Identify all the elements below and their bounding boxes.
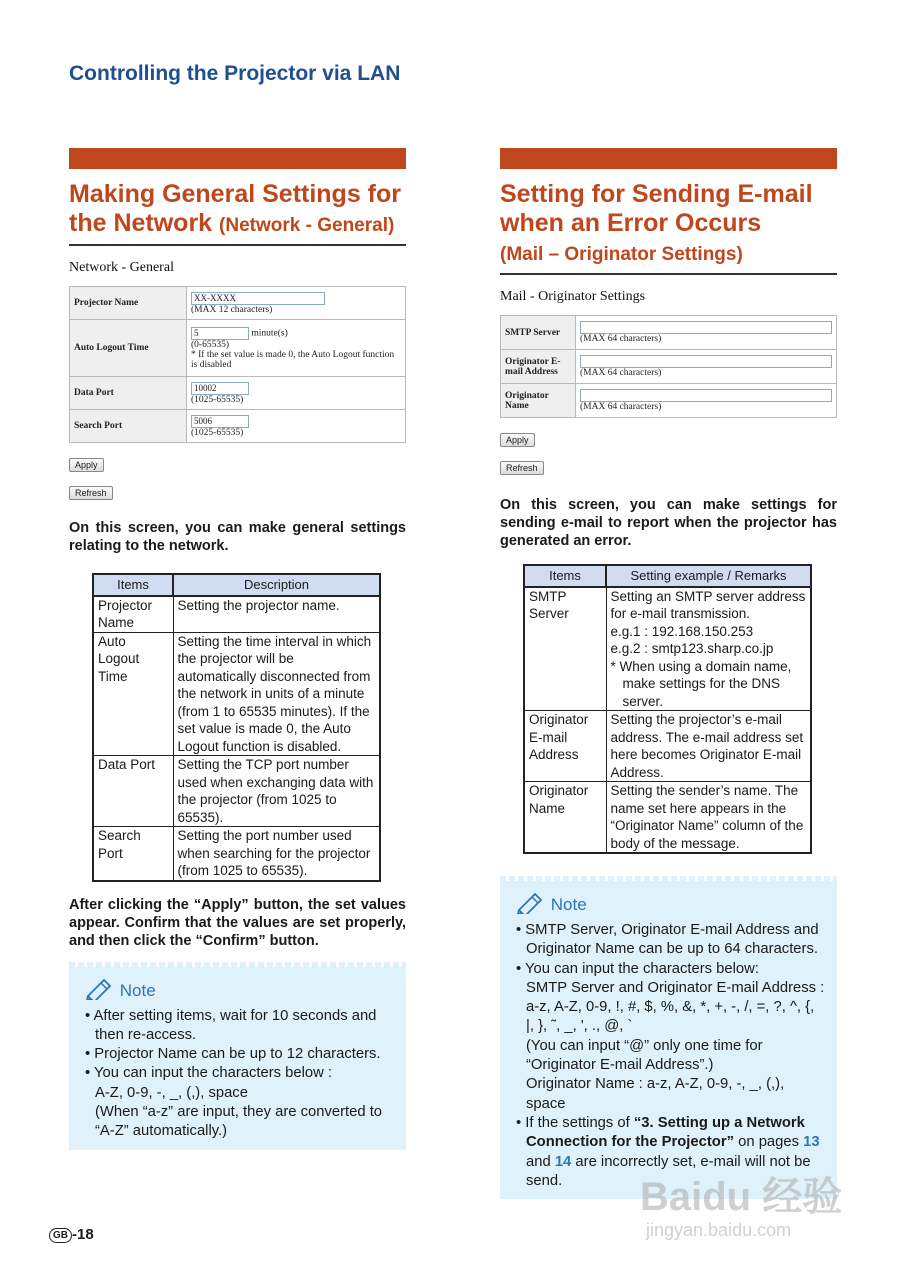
- desc-cell: Setting the time interval in which the projector will be automatically disconnected from the network in units of a minute (from 1 to 65535 minutes). If the set value is made 0, the Auto Logout function is disabled.: [173, 632, 380, 756]
- desc-cell: Setting the sender’s name. The name set here appears in the “Originator Name” column of the body of the message.: [606, 782, 811, 854]
- note-heading: [85, 978, 394, 1001]
- page-link[interactable]: 14: [554, 1153, 572, 1170]
- after-apply-text: After clicking the “Apply” button, the set values appear. Confirm that the values are set properly, and then click the “Confirm” button.: [69, 896, 406, 949]
- mail-originator-form: [500, 315, 837, 418]
- list-item: • If the settings of “3. Setting up a Network Connection for the Projector” on pages 13 and 14 are incorrectly set, e-mail will not be send.: [516, 1114, 820, 1189]
- list-item: • You can input the characters below : A-Z, 0-9, -, _, (,), space (When “a-z” are input, they are converted to “A-Z” automatically.): [85, 1064, 394, 1141]
- form-label: SMTP Server: [501, 316, 576, 350]
- search-port-input[interactable]: 5006: [191, 415, 249, 428]
- at-sign-note: (You can input “@” only one time for “Originator E-mail Address”.): [526, 1037, 763, 1074]
- refresh-button[interactable]: Refresh: [69, 486, 113, 500]
- originator-name-input[interactable]: [580, 389, 832, 402]
- network-general-form: [69, 286, 406, 443]
- form-hint: (MAX 12 characters): [191, 304, 273, 315]
- page-link[interactable]: 13: [803, 1134, 820, 1151]
- section-title-sub: (Network - General): [219, 215, 395, 236]
- item-cell: Originator E-mail Address: [524, 711, 606, 782]
- allowed-chars: A-Z, 0-9, -, _, (,), space: [95, 1084, 248, 1101]
- item-cell: Originator Name: [524, 782, 606, 854]
- form-hint: * If the set value is made 0, the Auto Logout function is disabled: [191, 349, 395, 370]
- desc-cell: Setting the projector name.: [173, 596, 380, 633]
- refresh-button[interactable]: Refresh: [500, 461, 544, 475]
- apply-button[interactable]: Apply: [500, 433, 535, 447]
- region-badge: GB: [49, 1228, 72, 1243]
- section-title-main: Setting for Sending E-mail when an Error Occurs: [500, 180, 813, 237]
- table-row: [93, 756, 380, 827]
- section-bar: [69, 148, 406, 169]
- note-box: [69, 962, 406, 1150]
- ui-screen-title: Network - General: [69, 260, 174, 275]
- pencil-icon: [85, 978, 115, 1000]
- item-cell: Projector Name: [93, 596, 173, 633]
- table-row: [93, 632, 380, 756]
- form-hint: (1025-65535): [191, 427, 244, 438]
- form-hint: (MAX 64 characters): [580, 334, 662, 344]
- originator-email-input[interactable]: [580, 355, 832, 368]
- apply-button[interactable]: Apply: [69, 458, 104, 472]
- table-row: [524, 782, 811, 854]
- form-hint: (0-65535): [191, 339, 229, 350]
- smtp-server-input[interactable]: [580, 321, 832, 334]
- item-cell: SMTP Server: [524, 587, 606, 711]
- note-heading-text: Note: [550, 895, 587, 914]
- auto-logout-input[interactable]: 5: [191, 327, 249, 340]
- item-cell: Search Port: [93, 827, 173, 881]
- data-port-input[interactable]: 10002: [191, 382, 249, 395]
- table-header: Items: [93, 574, 173, 596]
- pencil-icon: [516, 892, 546, 914]
- items-table: [92, 573, 381, 882]
- form-label: Auto Logout Time: [70, 320, 187, 377]
- table-header: Setting example / Remarks: [606, 565, 811, 587]
- form-label: Originator E-mail Address: [501, 350, 576, 384]
- form-label: Data Port: [70, 377, 187, 410]
- form-label: Originator Name: [501, 384, 576, 418]
- ui-screen-title: Mail - Originator Settings: [500, 289, 646, 304]
- section-title-main: Making General Settings for the Network: [69, 180, 402, 237]
- desc-cell: Setting the projector’s e-mail address. The e-mail address set here becomes Originator E-mail Address.: [606, 711, 811, 782]
- table-row: [93, 827, 380, 881]
- form-hint: (1025-65535): [191, 394, 244, 405]
- intro-text: On this screen, you can make settings for sending e-mail to report when the projector has generated an error.: [500, 497, 837, 549]
- conversion-note: (When “a-z” are input, they are converted to “A-Z” automatically.): [95, 1103, 383, 1140]
- network-general-section: [69, 148, 406, 1150]
- table-header: Items: [524, 565, 606, 587]
- table-row: [93, 596, 380, 633]
- list-item: • Projector Name can be up to 12 characters.: [85, 1046, 381, 1063]
- section-title: [69, 180, 406, 246]
- mail-originator-section: [500, 148, 837, 1199]
- table-row: [524, 587, 811, 711]
- watermark-logo: Baidu 经验: [640, 1175, 843, 1219]
- form-label: Projector Name: [70, 287, 187, 320]
- table-row: [524, 711, 811, 782]
- list-item: • After setting items, wait for 10 seconds and then re-access.: [85, 1007, 377, 1043]
- section-bar: [500, 148, 837, 169]
- form-hint: (MAX 64 characters): [580, 368, 662, 378]
- items-table: [523, 564, 812, 854]
- note-list: [516, 921, 825, 1191]
- reference-title: “3. Setting up a Network Connection for the Projector”: [526, 1114, 805, 1151]
- note-heading-text: Note: [119, 980, 156, 1000]
- list-item: • You can input the characters below: SMTP Server and Originator E-mail Address : a-z, A-Z, 0-9, !, #, $, %, &, *, +, -, /, =, ?, ^, {, |, }, ˜, _, ', ., @, ` (You can input “@” only one time for “Originator E-mail Address”.) Originator Name : a-z, A-Z, 0-9, -, _, (,), space: [516, 960, 825, 1114]
- note-heading: [516, 892, 825, 915]
- page-number: GB -18: [49, 1226, 94, 1243]
- section-title: [500, 180, 837, 275]
- section-title-sub: (Mail – Originator Settings): [500, 244, 743, 265]
- intro-text: On this screen, you can make general settings relating to the network.: [69, 520, 406, 554]
- desc-cell: Setting the TCP port number used when exchanging data with the projector (from 1025 to 65535).: [173, 756, 380, 827]
- note-box: [500, 876, 837, 1199]
- watermark-url: jingyan.baidu.com: [646, 1220, 792, 1240]
- form-unit: minute(s): [251, 328, 288, 339]
- page-header: Controlling the Projector via LAN: [69, 62, 401, 85]
- form-label: Search Port: [70, 410, 187, 443]
- desc-cell: Setting an SMTP server address for e-mail transmission. e.g.1 : 192.168.150.253 e.g.2 : smtp123.sharp.co.jp * When using a domain name, make settings for the DNS server.: [606, 587, 811, 711]
- item-cell: Auto Logout Time: [93, 632, 173, 756]
- allowed-chars-smtp: SMTP Server and Originator E-mail Address : a-z, A-Z, 0-9, !, #, $, %, &, *, +, -, /, =, ?, ^, {, |, }, ˜, _, ', ., @, `: [526, 979, 825, 1035]
- item-cell: Data Port: [93, 756, 173, 827]
- list-item: • SMTP Server, Originator E-mail Address and Originator Name can be up to 64 characters.: [516, 922, 819, 958]
- note-list: [85, 1007, 394, 1142]
- table-header: Description: [173, 574, 380, 596]
- projector-name-input[interactable]: XX-XXXX: [191, 292, 325, 305]
- desc-cell: Setting the port number used when searching for the projector (from 1025 to 65535).: [173, 827, 380, 881]
- form-hint: (MAX 64 characters): [580, 402, 662, 412]
- allowed-chars-name: Originator Name : a-z, A-Z, 0-9, -, _, (,), space: [526, 1076, 785, 1112]
